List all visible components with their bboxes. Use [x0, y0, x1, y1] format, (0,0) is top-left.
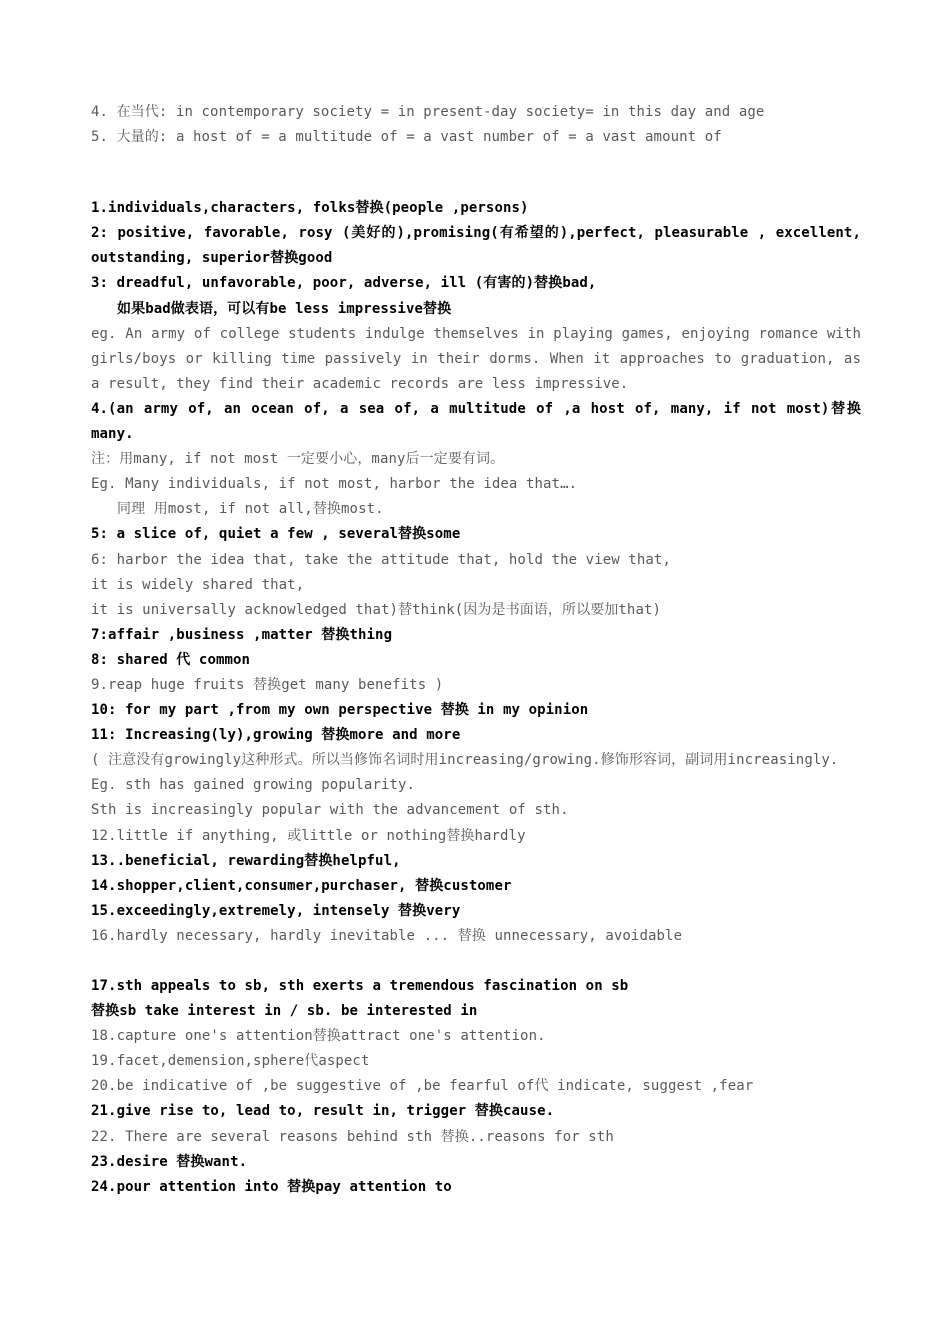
- item-3-example: eg. An army of college students indulge themselves in playing games, enjoying romance with girls/boys or killing time passively in their dorms. When it approaches to graduation, as a result, they find their academic records are less impressive.: [91, 325, 870, 392]
- item-11-example-1: Eg. sth has gained growing popularity.: [91, 777, 416, 794]
- item-6-line-2: it is widely shared that,: [91, 576, 305, 593]
- item-21: 21.give rise to, lead to, result in, trigger 替换cause.: [91, 1103, 555, 1120]
- item-2: 2: positive, favorable, rosy (美好的),promising(有希望的),perfect, pleasurable , excellent, outstanding, superior替换good: [91, 225, 870, 267]
- item-22: 22. There are several reasons behind sth 替换..reasons for sth: [91, 1128, 614, 1145]
- item-15: 15.exceedingly,extremely, intensely 替换very: [91, 902, 461, 919]
- intro-line-5: 5. 大量的: a host of = a multitude of = a vast number of = a vast amount of: [91, 129, 722, 146]
- item-7: 7:affair ,business ,matter 替换thing: [91, 626, 393, 643]
- item-19: 19.facet,demension,sphere代aspect: [91, 1053, 370, 1070]
- item-17-line-1: 17.sth appeals to sb, sth exerts a tremendous fascination on sb: [91, 978, 629, 994]
- item-14: 14.shopper,client,consumer,purchaser, 替换customer: [91, 877, 512, 894]
- item-4-note-2: 同理 用most, if not all,替换most.: [117, 501, 384, 518]
- item-3: 3: dreadful, unfavorable, poor, adverse, ill (有害的)替换bad,: [91, 275, 597, 292]
- item-10: 10: for my part ,from my own perspective 替换 in my opinion: [91, 702, 589, 719]
- item-4: 4.(an army of, an ocean of, a sea of, a multitude of ,a host of, many, if not most)替换 many.: [91, 400, 870, 443]
- spacer: [91, 150, 861, 196]
- document-page: [91, 100, 870, 1200]
- item-17-line-2: 替换sb take interest in / sb. be interested in: [91, 1003, 478, 1020]
- item-16: 16.hardly necessary, hardly inevitable ... 替换 unnecessary, avoidable: [91, 927, 683, 944]
- item-12: 12.little if anything, 或little or nothing替换hardly: [91, 827, 526, 844]
- item-3-note: 如果bad做表语，可以有be less impressive替换: [117, 300, 452, 317]
- spacer: [91, 949, 861, 974]
- item-6-line-3: it is universally acknowledged that)替think(因为是书面语，所以要加that): [91, 601, 662, 618]
- item-4-note: 注：用many, if not most 一定要小心，many后一定要有词。: [91, 451, 505, 468]
- item-11-note: ( 注意没有growingly这种形式。所以当修饰名词时用increasing/growing.修饰形容词，副词用increasingly.: [91, 752, 839, 769]
- item-6-line-1: 6: harbor the idea that, take the attitude that, hold the view that,: [91, 551, 671, 568]
- item-8: 8: shared 代 common: [91, 651, 251, 668]
- item-23: 23.desire 替换want.: [91, 1153, 248, 1170]
- item-24: 24.pour attention into 替换pay attention to: [91, 1178, 452, 1195]
- item-4-example: Eg. Many individuals, if not most, harbor the idea that….: [91, 476, 578, 493]
- item-9: 9.reap huge fruits 替换get many benefits ): [91, 676, 444, 693]
- item-5: 5: a slice of, quiet a few , several替换some: [91, 526, 461, 543]
- item-11: 11: Increasing(ly),growing 替换more and more: [91, 727, 461, 744]
- item-1: 1.individuals,characters, folks替换(people ,persons): [91, 200, 529, 217]
- item-11-example-2: Sth is increasingly popular with the advancement of sth.: [91, 802, 569, 819]
- item-20: 20.be indicative of ,be suggestive of ,be fearful of代 indicate, suggest ,fear: [91, 1078, 754, 1095]
- intro-line-4: 4. 在当代: in contemporary society = in present-day society= in this day and age: [91, 104, 765, 120]
- item-18: 18.capture one's attention替换attract one's attention.: [91, 1028, 546, 1045]
- item-13: 13..beneficial, rewarding替换helpful,: [91, 852, 401, 869]
